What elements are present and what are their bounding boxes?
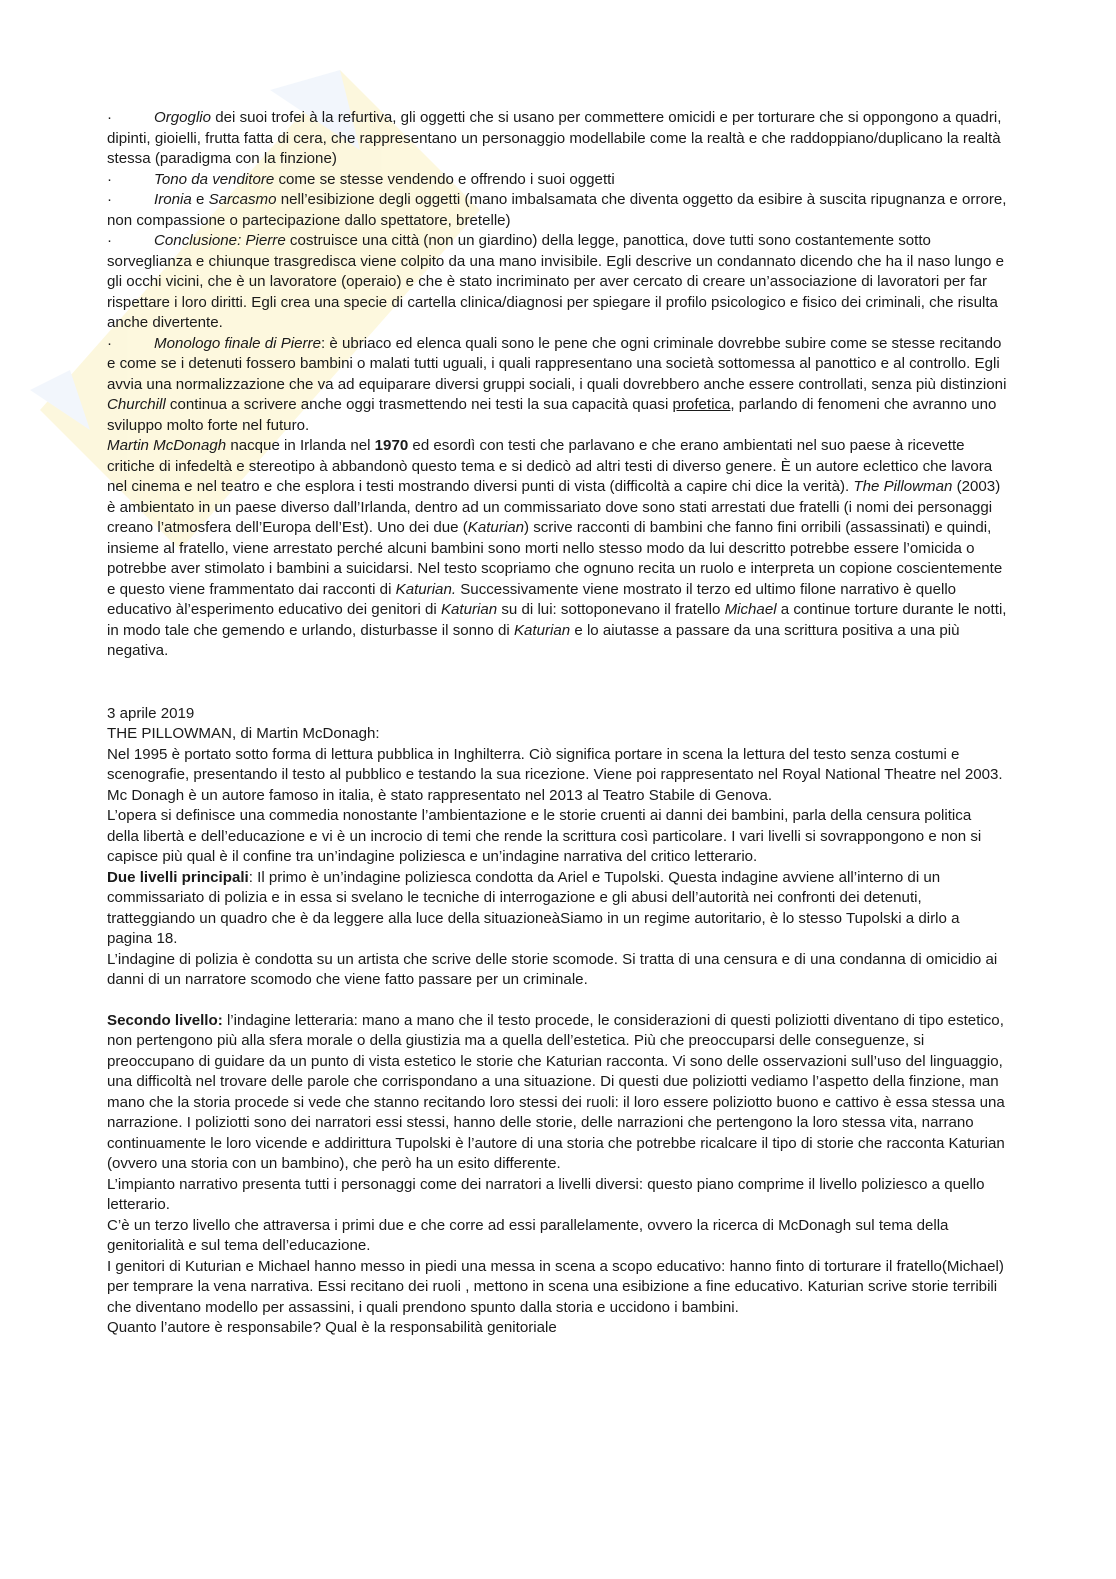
spacer [107,662,1007,704]
bullet-monologo: · Monologo finale di Pierre: è ubriaco ed elenca quali sono le pene che ogni criminale dovrebbe subire come se stesse recitando e come se i detenuti fossero bambini o malati tutti uguali, i quali rappresentano una società sottomessa al panottico e al controllo. Egli avvia una normalizzazione che va ad equiparare diversi gruppi sociali, i quali dovrebbero anche essere controllati, senza più distinzioni [107,334,1007,393]
mcdonagh-t3: (2003) è ambientato in un paese diverso dall’Irlanda, dentro ad un commissariato dove sono stati arrestati due fratelli (i nomi dei personaggi creano l’atmosfera dell’Europa dell’Est). Uno dei due ( [107,478,1001,536]
p3-bold: Due livelli principali [107,868,249,886]
bullet-lead: Orgoglio [154,109,212,126]
mcdonagh-year: 1970 [374,437,409,454]
paragraph-1: Nel 1995 è portato sotto forma di lettura pubblica in Inghilterra. Ciò significa portare in scena la lettura del testo senza costumi e scenografie, presentando il testo al pubblico e testando la sua ricezione. Viene poi rappresentato nel Royal National Theatre nel 2003. Mc Donagh è un autore famoso in italia, è stato rappresentato nel 2013 al Teatro Stabile di Genova. [107,745,1003,804]
watermark-accent-2 [30,370,90,430]
bullet-tono: · Tono da venditore come se stesse vendendo e offrendo i suoi oggetti [107,170,615,188]
bullet-lead: Ironia [154,191,192,208]
bullet-lead-2: Sarcasmo [208,191,277,208]
mcdonagh-k2: Katurian. [395,580,457,598]
mcdonagh-t7: a continue torture durante le notti, in modo tale che gemendo e urlando, disturbasse il sonno di [107,601,1007,639]
churchill-text-1: continua a scrivere anche oggi trasmettendo nei testi la sua capacità quasi [165,396,673,413]
section-heading: THE PILLOWMAN, di Martin McDonagh: [107,725,380,742]
mcdonagh-m1: Michael [724,601,777,618]
bullet-mid: e [191,191,209,208]
bullet-text: dei suoi trofei à la refurtiva, gli oggetti che si usano per commettere omicidi e per torturare che si oppongono a quadri, dipinti, gioielli, frutta fatta di cera, che rappresentano un personaggio modellabile come la realtà e che raddoppiano/duplicano la realtà stessa (paradigma con la finzione) [107,109,1002,167]
paragraph-2: L’opera si definisce una commedia nonostante l’ambientazione e le storie cruenti ai danni dei bambini, parla della censura politica della libertà e dell’educazione e vi è un incrocio di temi che rende la scrittura così particolare. I vari livelli si sovrappongono e non si capisce più qual è il confine tra un’indagine poliziesca e un’indagine narrativa del critico letterario. [107,807,982,865]
bullet-orgoglio: · Orgoglio dei suoi trofei à la refurtiva, gli oggetti che si usano per commettere omicidi e per torturare che si oppongono a quadri, dipinti, gioielli, frutta fatta di cera, che rappresentano un personaggio modellabile come la realtà e che raddoppiano/duplicano la realtà stessa (paradigma con la finzione) [107,109,1002,167]
mcdonagh-t2: ed esordì con testi che parlavano e che erano ambientati nel suo paese à ricevette critiche di infedeltà e stereotipo à abbandonò questo tema e si dedicò ad altri testi di diverso genere. È un autore eclettico che lavora nel cinema e nel teatro e che esplora i testi mostrando diversi punti di vista (difficoltà a capire chi dice la verità). [107,437,993,495]
p5-text: l’indagine letteraria: mano a mano che il testo procede, le considerazioni di questi poliziotti diventano di tipo estetico, non pertengono più alla sfera morale o della giustizia ma a quella dell’estetica. Più che preoccuparsi delle conseguenze, si preoccupano di guidare da un punto di vista estetico le storie che Katurian racconta. Vi sono delle osservazioni sull’uso del linguaggio, una difficoltà nel trovare delle parole che corrispondano a una situazione. Di questi due poliziotti vediamo l’aspetto della finzione, man mano che la storia procede si vede che stanno recitando loro stessi dei ruoli: il loro essere poliziotto buono e cattivo è essa stessa una narrazione. I poliziotti sono dei narratori essi stessi, hanno delle storie, delle narrazioni che pertengono la loro stessa vita, narrano continuamente le loro vicende e addirittura Tupolski è l’autore di una storia che potrebbe ricalcare il tipo di storie che racconta Katurian (ovvero una storia con un bambino), che però ha un esito differente. [107,1011,1005,1172]
churchill-text-2: , parlando di fenomeni che avranno uno sviluppo molto forte nel futuro. [107,396,997,434]
mcdonagh-t8: e lo aiutasse a passare da una scrittura positiva a una più negativa. [107,621,960,659]
paragraph-3 [107,868,1007,950]
mcdonagh-name: Martin McDonagh [107,437,227,454]
mcdonagh-t6: su di lui: sottoponevano il fratello [497,601,725,618]
paragraph-5 [107,1011,1007,1175]
bullet-lead: Conclusione: Pierre [154,232,286,249]
churchill-name: Churchill [107,396,166,413]
bullet-conclusione: · Conclusione: Pierre costruisce una città (non un giardino) della legge, panottica, dove tutti sono costantemente sotto sorveglianza e chiunque trasgredisca viene colpito da una mano invisibile. Egli descrive un condannato dicendo che ha il naso lungo e gli occhi vicini, che è un lavoratore (operaio) e che è stato incriminato per aver cercato di creare un’associazione di lavoratori per far rispettare i loro diritti. Egli crea una specie di cartella clinica/diagnosi per spiegare il profilo psicologico e fisico dei criminali, che risulta anche divertente. [107,232,1004,331]
bullet-text: costruisce una città (non un giardino) della legge, panottica, dove tutti sono costantemente sotto sorveglianza e chiunque trasgredisca viene colpito da una mano invisibile. Egli descrive un condannato dicendo che ha il naso lungo e gli occhi vicini, che è un lavoratore (operaio) e che è stato incriminato per aver cercato di creare un’associazione di lavoratori per far rispettare i loro diritti. Egli crea una specie di cartella clinica/diagnosi per spiegare il profilo psicologico e fisico dei criminali, che risulta anche divertente. [107,232,1004,331]
mcdonagh-title: The Pillowman [853,478,953,495]
mcdonagh-k3: Katurian [440,601,498,618]
p3-text: : Il primo è un’indagine poliziesca condotta da Ariel e Tupolski. Questa indagine avviene all’interno di un commissariato di polizia e in essa si svelano le tecniche di interrogazione e gli abusi dell’autorità nei confronti dei detenuti, tratteggiando un quadro che è da leggere alla luce della situazioneàSiamo in un regime autoritario, è lo stesso Tupolski a dirlo a pagina 18. [107,868,960,947]
date: 3 aprile 2019 [107,704,195,722]
bullet-text: come se stesse vendendo e offrendo i suoi oggetti [274,170,615,188]
churchill-underlined: profetica [672,396,731,413]
document-body [107,108,1007,1339]
mcdonagh-t1: nacque in Irlanda nel [226,437,375,454]
mcdonagh-t5: Successivamente viene mostrato il terzo ed ultimo filone narrativo è quello educativo àl’esperimento educativo dei genitori di [107,580,957,618]
mcdonagh-k1: Katurian [467,519,524,536]
paragraph-mcdonagh [107,436,1007,662]
paragraph-7: C’è un terzo livello che attraversa i primi due e che corre ad essi parallelamente, ovvero la ricerca di McDonagh sul tema della genitorialità e sul tema dell’educazione. [107,1216,949,1254]
mcdonagh-k4: Katurian [513,621,571,639]
bullet-lead: Tono da venditore [154,170,275,188]
mcdonagh-t4: ) scrive racconti di bambini che fanno fini orribili (assassinati) e quindi, insieme al fratello, viene arrestato perché alcuni bambini sono morti nello stesso modo da lui descritto potrebbe essere l’omicida o potrebbe aver stimolato i bambini a suicidarsi. Nel testo scopriamo che ognuno recita un ruolo e interpreta un copione coscientemente e questo viene frammentato dai racconti di [107,519,1003,598]
bullet-text: nell’esibizione degli oggetti (mano imbalsamata che diventa oggetto da esibire à suscita ripugnanza e orrore, non compassione o partecipazione dallo spettatore, bretelle) [107,191,1007,229]
paragraph-4: L’indagine di polizia è condotta su un artista che scrive delle storie scomode. Si tratta di una censura e di una condanna di omicidio ai danni di un narratore scomodo che viene fatto passare per un criminale. [107,950,998,988]
paragraph-6: L’impianto narrativo presenta tutti i personaggi come dei narratori a livelli diversi: questo piano comprime il livello poliziesco a quello letterario. [107,1175,985,1213]
paragraph-churchill [107,395,1007,436]
paragraph-8: I genitori di Kuturian e Michael hanno messo in piedi una messa in scena a scopo educativo: hanno finto di torturare il fratello(Michael) per temprare la vena narrativa. Essi recitano dei ruoli , mettono in scena una esibizione a fine educativo. Katurian scrive storie terribili che diventano modello per assassini, i quali prendono spunto dalla storia e uccidono i bambini. [107,1257,1004,1316]
p5-bold: Secondo livello: [107,1011,223,1029]
spacer [107,991,1007,1011]
bullet-text: : è ubriaco ed elenca quali sono le pene che ogni criminale dovrebbe subire come se stesse recitando e come se i detenuti fossero bambini o malati tutti uguali, i quali rappresentano una società sottomessa al panottico e al controllo. Egli avvia una normalizzazione che va ad equiparare diversi gruppi sociali, i quali dovrebbero anche essere controllati, senza più distinzioni [107,334,1007,393]
bullet-ironia: · Ironia e Sarcasmo nell’esibizione degli oggetti (mano imbalsamata che diventa oggetto da esibire à suscita ripugnanza e orrore, non compassione o partecipazione dallo spettatore, bretelle) [107,191,1007,229]
bullet-lead: Monologo finale di Pierre [154,334,321,352]
paragraph-9: Quanto l’autore è responsabile? Qual è la responsabilità genitoriale [107,1319,557,1336]
